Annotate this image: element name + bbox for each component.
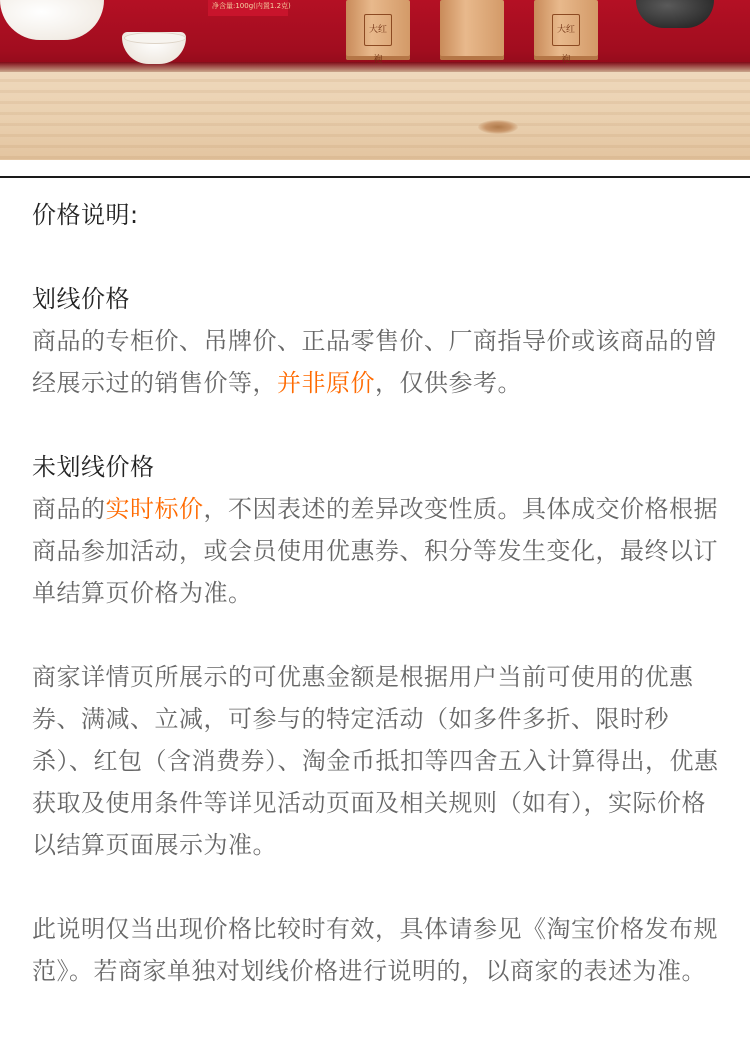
non-strikethrough-text-before: 商品的 <box>32 495 106 523</box>
strikethrough-text-before: 商品的专柜价、吊牌价、正品零售价、厂商指导价或该商品的曾经展示过的销售价等， <box>32 327 718 397</box>
discount-amount-paragraph: 商家详情页所展示的可优惠金额是根据用户当前可使用的优惠券、满减、立减，可参与的特定活动（如多件多折、限时秒杀）、红包（含消费券）、淘金币抵扣等四舍五入计算得出，优惠获取及使用条件等详见活动页面及相关规则（如有），实际价格以结算页面展示为准。 <box>32 663 719 859</box>
gift-box-label: 净含量:100g(内置1.2克) <box>212 2 291 10</box>
non-strikethrough-text-after: ，不因表述的差异改变性质。具体成交价格根据商品参加活动，或会员使用优惠券、积分等发生变化，最终以订单结算页价格为准。 <box>32 495 718 607</box>
price-notice <box>32 178 722 992</box>
tea-tin <box>534 0 598 65</box>
wooden-table <box>0 68 750 160</box>
not-original-price-highlight: 并非原价 <box>277 369 375 397</box>
cup-rim <box>124 32 186 44</box>
strikethrough-price-heading: 划线价格 <box>32 285 130 313</box>
tea-tin <box>440 0 504 60</box>
strikethrough-price-text <box>32 320 722 404</box>
strikethrough-text-after: ，仅供参考。 <box>375 369 522 397</box>
tea-tin <box>346 0 410 65</box>
wood-knot <box>478 120 518 134</box>
non-strikethrough-price-heading: 未划线价格 <box>32 453 155 481</box>
product-photo <box>0 0 750 160</box>
non-strikethrough-price-text <box>32 488 722 614</box>
tea-tin-stamp: 大红袍 <box>364 14 392 46</box>
tea-tin-stamp: 大红袍 <box>552 14 580 46</box>
price-notice-title: 价格说明: <box>32 201 139 229</box>
validity-paragraph: 此说明仅当出现价格比较时有效，具体请参见《淘宝价格发布规范》。若商家单独对划线价格进行说明的，以商家的表述为准。 <box>32 915 718 985</box>
realtime-price-highlight: 实时标价 <box>105 495 204 523</box>
